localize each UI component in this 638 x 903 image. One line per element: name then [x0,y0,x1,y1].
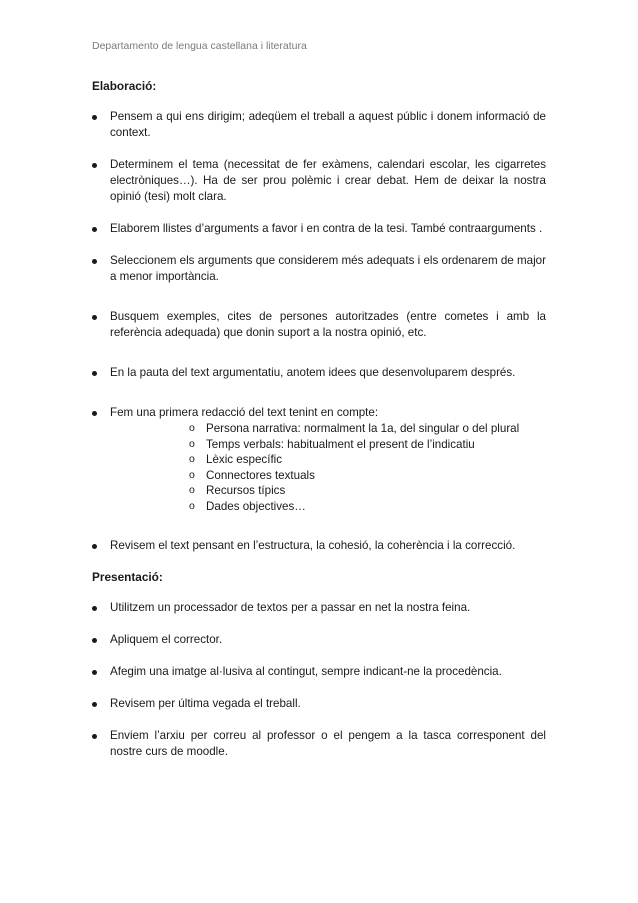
sublist-item [189,421,546,437]
sublist [189,421,546,514]
list-item [92,538,546,554]
section-title-presentacio: Presentació: [92,570,163,584]
sublist-item-text: Lèxic específic [206,453,283,466]
bullet-icon [92,227,97,232]
sublist-item-text: Recursos típics [206,484,286,497]
list-item-text: Revisem per última vegada el treball. [110,697,301,710]
list-item-text: Enviem l’arxiu per correu al professor o el pengem a la tasca corresponent del nostre curs de moodle. [110,729,546,758]
list-item [92,253,546,285]
list-item-text: Pensem a qui ens dirigim; adeqüem el treball a aquest públic i donem informació de context. [110,110,546,139]
list-item-text: Determinem el tema (necessitat de fer exàmens, calendari escolar, les cigarretes electròniques…). Ha de ser prou polèmic i crear debat. Hem de deixar la nostra opinió (tesi) molt clara. [110,158,546,203]
list-item [92,221,546,237]
bullet-icon [92,315,97,320]
circle-bullet-icon: o [189,468,195,481]
list-item [92,109,546,141]
list-item [92,664,546,680]
bullet-icon [92,115,97,120]
list-item-text: Elaborem llistes d’arguments a favor i en contra de la tesi. També contraarguments . [110,222,543,235]
sublist-item [189,437,546,453]
sublist-item-text: Dades objectives… [206,499,306,513]
sublist-item-text: Persona narrativa: normalment la 1a, del singular o del plural [206,422,520,435]
bullet-icon [92,411,97,416]
list-item-text: Fem una primera redacció del text tenint en compte: [110,406,379,419]
bullet-icon [92,702,97,707]
sublist-item [189,483,546,499]
sublist-item-text: Connectores textuals [206,468,315,482]
list-item [92,728,546,760]
list-item-text: Seleccionem els arguments que considerem més adequats i els ordenarem de major a menor importància. [110,254,546,283]
list-item-text: Revisem el text pensant en l’estructura, la cohesió, la coherència i la correcció. [110,539,516,552]
sublist-item [189,452,546,468]
presentacio-list [92,600,546,760]
sublist-item-text: Temps verbals: habitualment el present de l’indicatiu [206,437,475,451]
bullet-icon [92,638,97,643]
list-item [92,405,546,514]
list-item-text: Utilitzem un processador de textos per a passar en net la nostra feina. [110,601,471,614]
circle-bullet-icon: o [189,437,195,450]
circle-bullet-icon: o [189,484,195,496]
list-item [92,696,546,712]
list-item-text: Apliquem el corrector. [110,633,223,646]
circle-bullet-icon: o [189,422,195,434]
list-item-text: En la pauta del text argumentatiu, anotem idees que desenvoluparem després. [110,366,516,379]
list-item-text: Busquem exemples, cites de persones autoritzades (entre cometes i amb la referència adequada) que donin suport a la nostra opinió, etc. [110,310,546,339]
page-header: Departamento de lengua castellana i literatura [92,40,307,52]
sublist-item [189,499,546,515]
bullet-icon [92,544,97,549]
elaboracio-list [92,109,546,554]
bullet-icon [92,371,97,376]
list-item [92,632,546,648]
section-title-elaboracio: Elaboració: [92,79,157,93]
circle-bullet-icon: o [189,499,195,512]
bullet-icon [92,163,97,168]
circle-bullet-icon: o [189,453,195,465]
list-item [92,309,546,341]
list-item-text: Afegim una imatge al·lusiva al contingut, sempre indicant-ne la procedència. [110,665,502,678]
bullet-icon [92,670,97,675]
bullet-icon [92,606,97,611]
list-item [92,365,546,381]
bullet-icon [92,259,97,264]
list-item [92,157,546,205]
bullet-icon [92,734,97,739]
sublist-item [189,468,546,484]
list-item [92,600,546,616]
